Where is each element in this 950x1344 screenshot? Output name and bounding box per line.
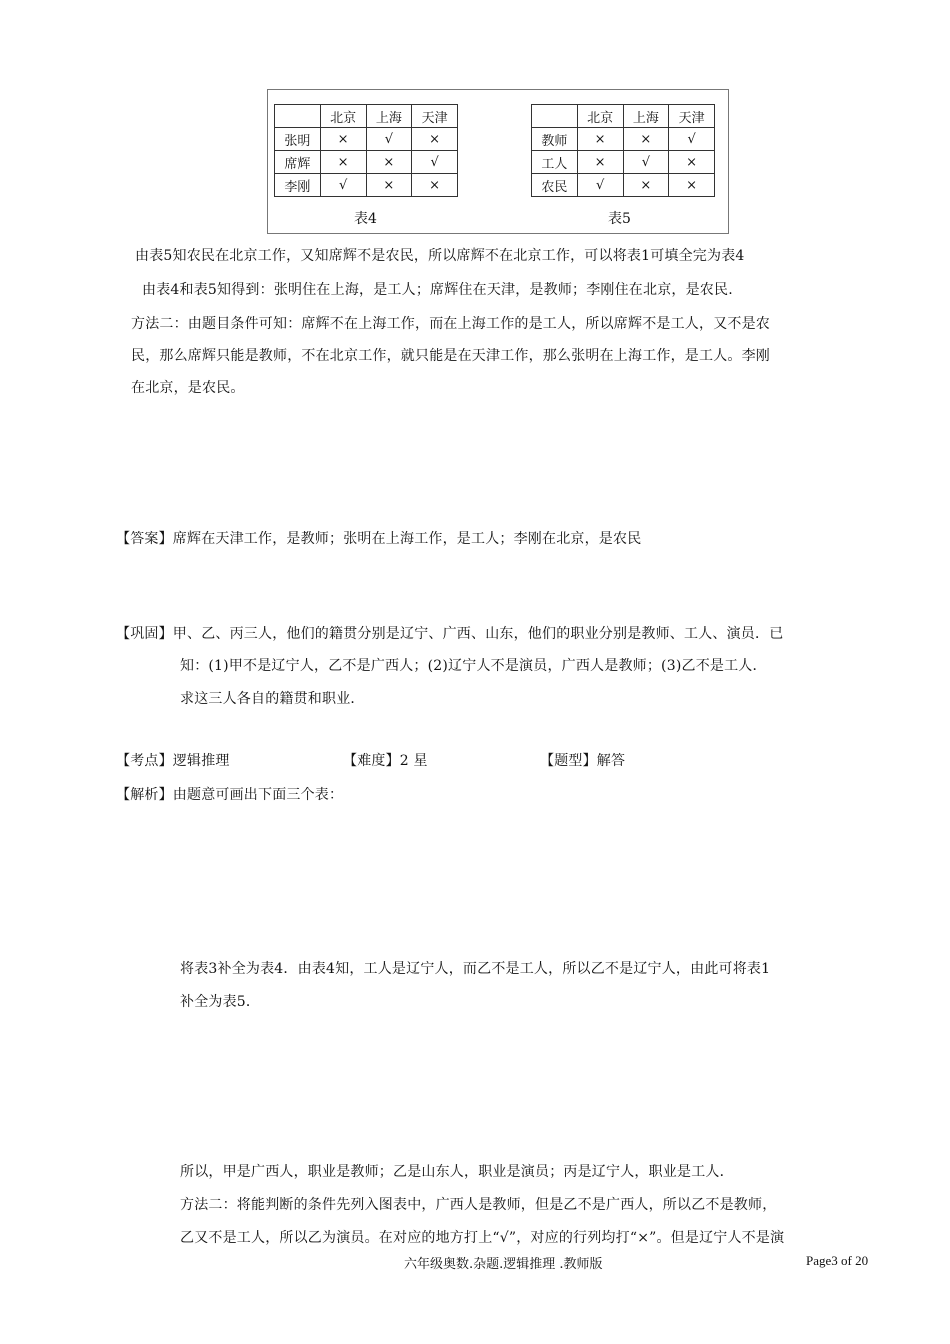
table-cell: × xyxy=(366,151,412,174)
table-row-label: 李刚 xyxy=(275,174,321,197)
table-cell: √ xyxy=(623,151,669,174)
table-row xyxy=(532,151,715,174)
table-cell: × xyxy=(623,174,669,197)
table-header-cell: 上海 xyxy=(623,105,669,128)
paragraph-method2b-line1: 方法二：将能判断的条件先列入图表中，广西人是教师，但是乙不是广西人，所以乙不是教师， xyxy=(180,1197,777,1213)
table-row-label: 席辉 xyxy=(275,151,321,174)
paragraph-method2-line3: 在北京，是农民。 xyxy=(131,380,245,396)
paragraph-method2b-line2: 乙又不是工人，所以乙为演员。在对应的地方打上“√”，对应的行列均打“×”。但是辽宁人不是演 xyxy=(180,1230,785,1246)
table-header-cell: 上海 xyxy=(366,105,412,128)
table-cell: × xyxy=(412,128,458,151)
table-header-cell: 北京 xyxy=(577,105,623,128)
table-cell: √ xyxy=(366,128,412,151)
kaodian-label: 【考点】逻辑推理 xyxy=(116,753,230,769)
table-header-cell xyxy=(532,105,578,128)
table-5 xyxy=(531,104,715,197)
table-row xyxy=(532,174,715,197)
table-header-cell xyxy=(275,105,321,128)
table-4-body xyxy=(275,105,458,197)
question-type-label: 【题型】解答 xyxy=(540,753,626,769)
consolidate-line2: 知：(1)甲不是辽宁人，乙不是广西人；(2)辽宁人不是演员，广西人是教师；(3)乙不是工人． xyxy=(180,658,767,674)
table-cell: × xyxy=(669,151,715,174)
table-cell: √ xyxy=(577,174,623,197)
footer-title: 六年级奥数.杂题.逻辑推理 .教师版 xyxy=(404,1257,603,1272)
table-cell: √ xyxy=(320,174,366,197)
table-cell: × xyxy=(412,174,458,197)
analysis-line: 【解析】由题意可画出下面三个表： xyxy=(116,787,344,803)
table-header-row xyxy=(532,105,715,128)
paragraph-method2-line1: 方法二：由题目条件可知：席辉不在上海工作，而在上海工作的是工人，所以席辉不是工人，又不是农 xyxy=(131,316,770,332)
table-4-caption: 表4 xyxy=(354,211,377,227)
consolidate-line3: 求这三人各自的籍贯和职业． xyxy=(180,691,365,707)
table-cell: × xyxy=(577,128,623,151)
table-header-cell: 天津 xyxy=(412,105,458,128)
paragraph-fill-table-line2: 补全为表5． xyxy=(180,994,261,1010)
table-header-cell: 北京 xyxy=(320,105,366,128)
table-cell: × xyxy=(623,128,669,151)
table-row xyxy=(275,151,458,174)
table-5-body xyxy=(532,105,715,197)
table-cell: √ xyxy=(669,128,715,151)
table-row xyxy=(532,128,715,151)
paragraph-result: 所以，甲是广西人，职业是教师；乙是山东人，职业是演员；丙是辽宁人，职业是工人． xyxy=(180,1164,734,1180)
difficulty-label: 【难度】2 星 xyxy=(343,753,428,769)
table-row-label: 张明 xyxy=(275,128,321,151)
table-cell: × xyxy=(577,151,623,174)
paragraph-table5-deduction: 由表5知农民在北京工作，又知席辉不是农民，所以席辉不在北京工作，可以将表1可填全完为表4 xyxy=(135,248,745,264)
table-row-label: 教师 xyxy=(532,128,578,151)
consolidate-line1: 【巩固】甲、乙、丙三人，他们的籍贯分别是辽宁、广西、山东，他们的职业分别是教师、工人、演员．已 xyxy=(116,626,784,642)
table-row-label: 农民 xyxy=(532,174,578,197)
table-4 xyxy=(274,104,458,197)
paragraph-fill-table-line1: 将表3补全为表4．由表4知，工人是辽宁人，而乙不是工人，所以乙不是辽宁人，由此可将表1 xyxy=(180,961,771,977)
answer-line: 【答案】席辉在天津工作，是教师；张明在上海工作，是工人；李刚在北京，是农民 xyxy=(116,531,642,547)
paragraph-conclusion: 由表4和表5知得到：张明住在上海，是工人；席辉住在天津，是教师；李刚住在北京，是农民. xyxy=(142,282,733,298)
table-row xyxy=(275,174,458,197)
table-row xyxy=(275,128,458,151)
table-5-caption: 表5 xyxy=(608,211,631,227)
table-header-cell: 天津 xyxy=(669,105,715,128)
footer-page-number: Page3 of 20 xyxy=(806,1253,869,1268)
table-cell: √ xyxy=(412,151,458,174)
table-cell: × xyxy=(320,128,366,151)
table-row-label: 工人 xyxy=(532,151,578,174)
table-cell: × xyxy=(366,174,412,197)
table-cell: × xyxy=(669,174,715,197)
paragraph-method2-line2: 民，那么席辉只能是教师，不在北京工作，就只能是在天津工作，那么张明在上海工作，是工人。李刚 xyxy=(131,348,770,364)
table-cell: × xyxy=(320,151,366,174)
table-header-row xyxy=(275,105,458,128)
